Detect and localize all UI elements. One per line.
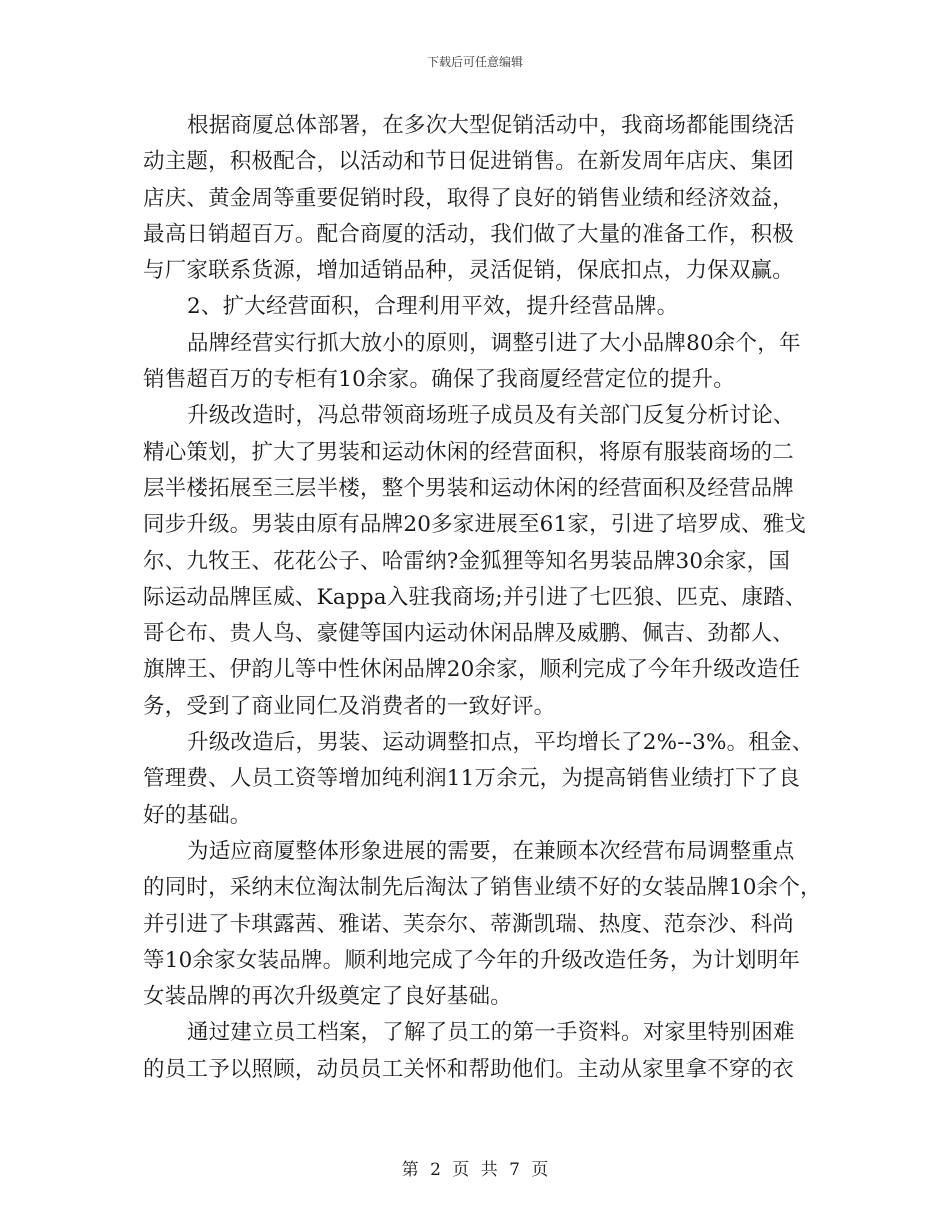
text-line: 旗牌王、伊韵儿等中性休闲品牌20余家，顺利完成了今年升级改造任 [143,657,801,683]
text-line: 品牌经营实行抓大放小的原则，调整引进了大小品牌80余个，年 [187,330,801,356]
text-line: 并引进了卡琪露茜、雅诺、芙奈尔、蒂澌凯瑞、热度、范奈沙、科尚 [143,911,795,937]
text-line: 际运动品牌匡威、Kappa入驻我商场;并引进了七匹狼、匹克、康踏、 [143,584,807,610]
text-line: 管理费、人员工资等增加纯利润11万余元，为提高销售业绩打下了良 [143,766,801,792]
section-heading: 2、扩大经营面积，合理利用平效，提升经营品牌。 [187,294,679,320]
text-line: 最高日销超百万。配合商厦的活动，我们做了大量的准备工作，积极 [143,221,795,247]
text-line: 的员工予以照顾，动员员工关怀和帮助他们。主动从家里拿不穿的衣 [143,1056,795,1082]
page-header: 下载后可任意编辑 [426,55,523,69]
text-line: 为适应商厦整体形象进展的需要，在兼顾本次经营布局调整重点 [187,838,795,864]
document-body [143,108,822,1088]
text-line: 务，受到了商业同仁及消费者的一致好评。 [143,693,556,719]
text-line: 动主题，积极配合，以活动和节日促进销售。在新发周年店庆、集团 [143,149,795,175]
text-line: 通过建立员工档案，了解了员工的第一手资料。对家里特别困难 [187,1020,795,1046]
text-line: 同步升级。男装由原有品牌20多家进展至61家，引进了培罗成、雅戈 [143,512,807,538]
page-number: 第 2 页 共 7 页 [401,1160,549,1180]
text-line: 的同时，采纳末位淘汰制先后淘汰了销售业绩不好的女装品牌10余个， [143,875,822,901]
text-line: 女装品牌的再次升级奠定了良好基础。 [143,984,512,1010]
text-line: 升级改造时，冯总带领商场班子成员及有关部门反复分析讨论、 [187,403,795,429]
text-line: 店庆、黄金周等重要促销时段，取得了良好的销售业绩和经济效益， [143,185,795,211]
text-line: 等10余家女装品牌。顺利地完成了今年的升级改造任务，为计划明年 [143,947,801,973]
text-line: 销售超百万的专柜有10余家。确保了我商厦经营定位的提升。 [143,367,735,393]
text-line: 哥仑布、贵人鸟、豪健等国内运动休闲品牌及威鹏、佩吉、劲都人、 [143,621,795,647]
text-line: 好的基础。 [143,802,252,828]
text-line: 精心策划，扩大了男装和运动休闲的经营面积，将原有服装商场的二 [143,439,795,465]
text-line: 与厂家联系货源，增加适销品种，灵活促销，保底扣点，力保双赢。 [143,258,795,284]
text-line: 层半楼拓展至三层半楼，整个男装和运动休闲的经营面积及经营品牌 [143,475,795,501]
text-line: 尔、九牧王、花花公子、哈雷纳?金狐狸等知名男装品牌30余家，国 [143,548,791,574]
text-line: 升级改造后，男装、运动调整扣点，平均增长了2%--3%。租金、 [187,730,814,756]
text-line: 根据商厦总体部署，在多次大型促销活动中，我商场都能围绕活 [187,113,795,138]
